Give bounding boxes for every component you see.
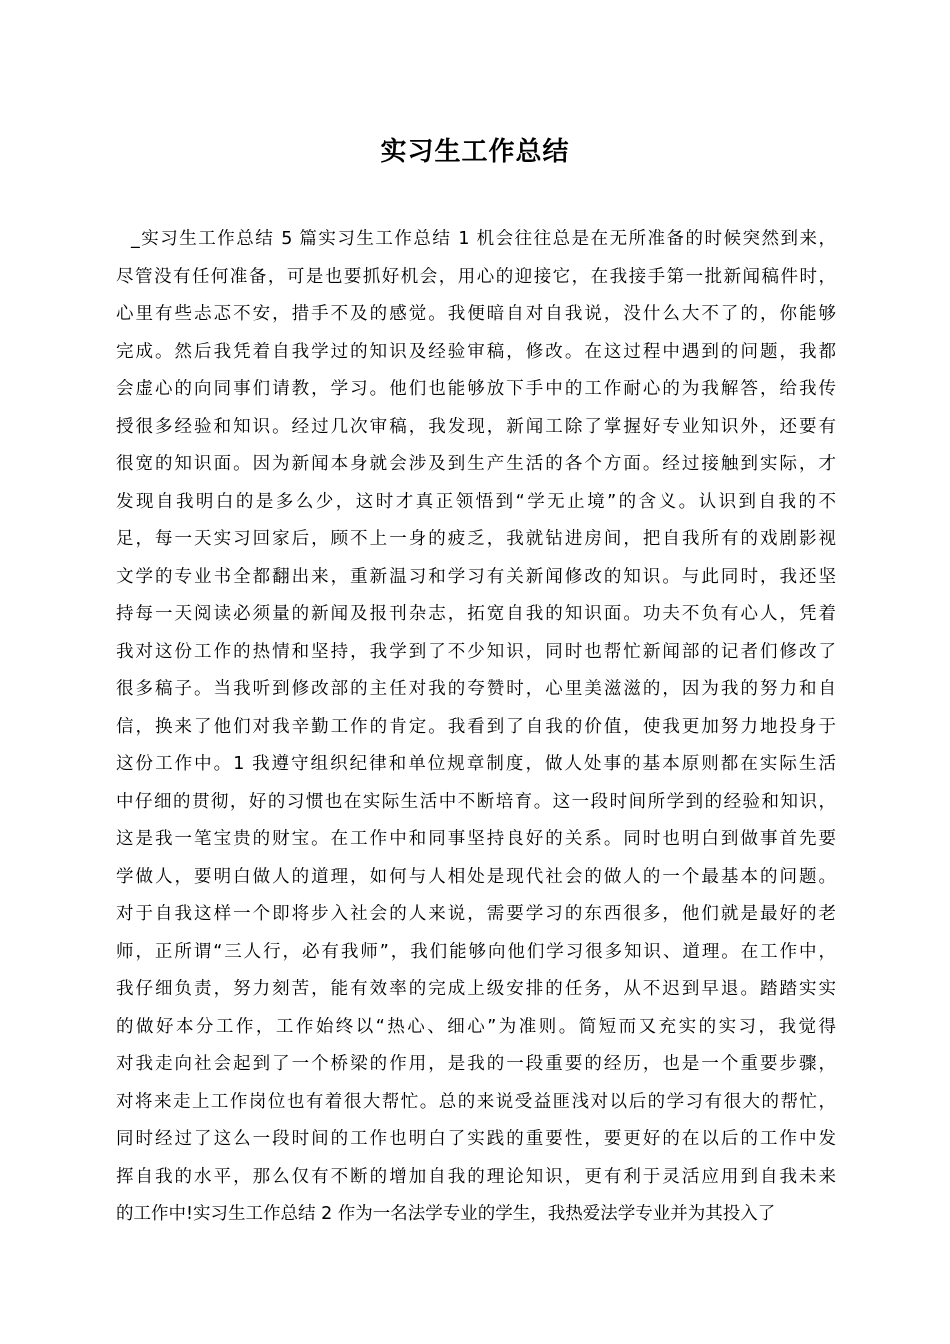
paragraph-line: 对于自我这样一个即将步入社会的人来说，需要学习的东西很多，他们就是最好的老 (116, 904, 836, 924)
paragraph-line: 对将来走上工作岗位也有着很大帮忙。总的来说受益匪浅对以后的学习有很大的帮忙， (116, 1091, 836, 1112)
paragraph-line: 中仔细的贯彻，好的习惯也在实际生活中不断培育。这一段时间所学到的经验和知识， (116, 791, 836, 812)
paragraph-line: 发现自我明白的是多么少，这时才真正领悟到“学无止境”的含义。认识到自我的不 (116, 491, 836, 512)
paragraph-line: 足，每一天实习回家后，顾不上一身的疲乏，我就钻进房间，把自我所有的戏剧影视 (116, 529, 836, 549)
document-body (116, 221, 836, 1234)
paragraph-line: 很多稿子。当我听到修改部的主任对我的夸赞时，心里美滋滋的，因为我的努力和自 (116, 679, 836, 699)
document-title: 实习生工作总结 (380, 137, 570, 167)
paragraph-line: 挥自我的水平，那么仅有不断的增加自我的理论知识，更有利于灵活应用到自我未来 (116, 1166, 836, 1187)
paragraph-line: 会虚心的向同事们请教，学习。他们也能够放下手中的工作耐心的为我解答，给我传 (116, 379, 836, 399)
paragraph-line: 持每一天阅读必须量的新闻及报刊杂志，拓宽自我的知识面。功夫不负有心人，凭着 (116, 604, 836, 624)
paragraph-line: 心里有些忐忑不安，措手不及的感觉。我便暗自对自我说，没什么大不了的，你能够 (116, 304, 836, 324)
paragraph-line: 这份工作中。1 我遵守组织纪律和单位规章制度，做人处事的基本原则都在实际生活 (116, 754, 836, 774)
paragraph-line: 我仔细负责，努力刻苦，能有效率的完成上级安排的任务，从不迟到早退。踏踏实实 (116, 979, 836, 999)
paragraph-line: 信，换来了他们对我辛勤工作的肯定。我看到了自我的价值，使我更加努力地投身于 (116, 716, 836, 737)
paragraph-line: 的做好本分工作，工作始终以“热心、细心”为准则。简短而又充实的实习，我觉得 (116, 1016, 836, 1037)
paragraph-line: 尽管没有任何准备，可是也要抓好机会，用心的迎接它，在我接手第一批新闻稿件时， (116, 266, 836, 287)
paragraph-line: 完成。然后我凭着自我学过的知识及经验审稿，修改。在这过程中遇到的问题，我都 (116, 341, 836, 362)
paragraph-line: 很宽的知识面。因为新闻本身就会涉及到生产生活的各个方面。经过接触到实际，才 (116, 454, 836, 474)
paragraph-line: _实习生工作总结 5 篇实习生工作总结 1 机会往往总是在无所准备的时候突然到来， (131, 229, 836, 249)
paragraph-line: 学做人，要明白做人的道理，如何与人相处是现代社会的做人的一个最基本的问题。 (116, 866, 836, 887)
paragraph-line: 同时经过了这么一段时间的工作也明白了实践的重要性，要更好的在以后的工作中发 (116, 1129, 836, 1149)
paragraph-line: 文学的专业书全都翻出来，重新温习和学习有关新闻修改的知识。与此同时，我还坚 (116, 566, 836, 587)
paragraph-line: 的工作中!实习生工作总结 2 作为一名法学专业的学生，我热爱法学专业并为其投入了 (116, 1204, 776, 1224)
paragraph-line: 对我走向社会起到了一个桥梁的作用，是我的一段重要的经历，也是一个重要步骤， (116, 1054, 836, 1074)
paragraph-line: 这是我一笔宝贵的财宝。在工作中和同事坚持良好的关系。同时也明白到做事首先要 (116, 829, 836, 849)
paragraph-line: 师，正所谓“三人行，必有我师”，我们能够向他们学习很多知识、道理。在工作中， (116, 941, 836, 962)
paragraph-line: 授很多经验和知识。经过几次审稿，我发现，新闻工除了掌握好专业知识外，还要有 (116, 416, 836, 437)
paragraph-line: 我对这份工作的热情和坚持，我学到了不少知识，同时也帮忙新闻部的记者们修改了 (116, 641, 836, 662)
